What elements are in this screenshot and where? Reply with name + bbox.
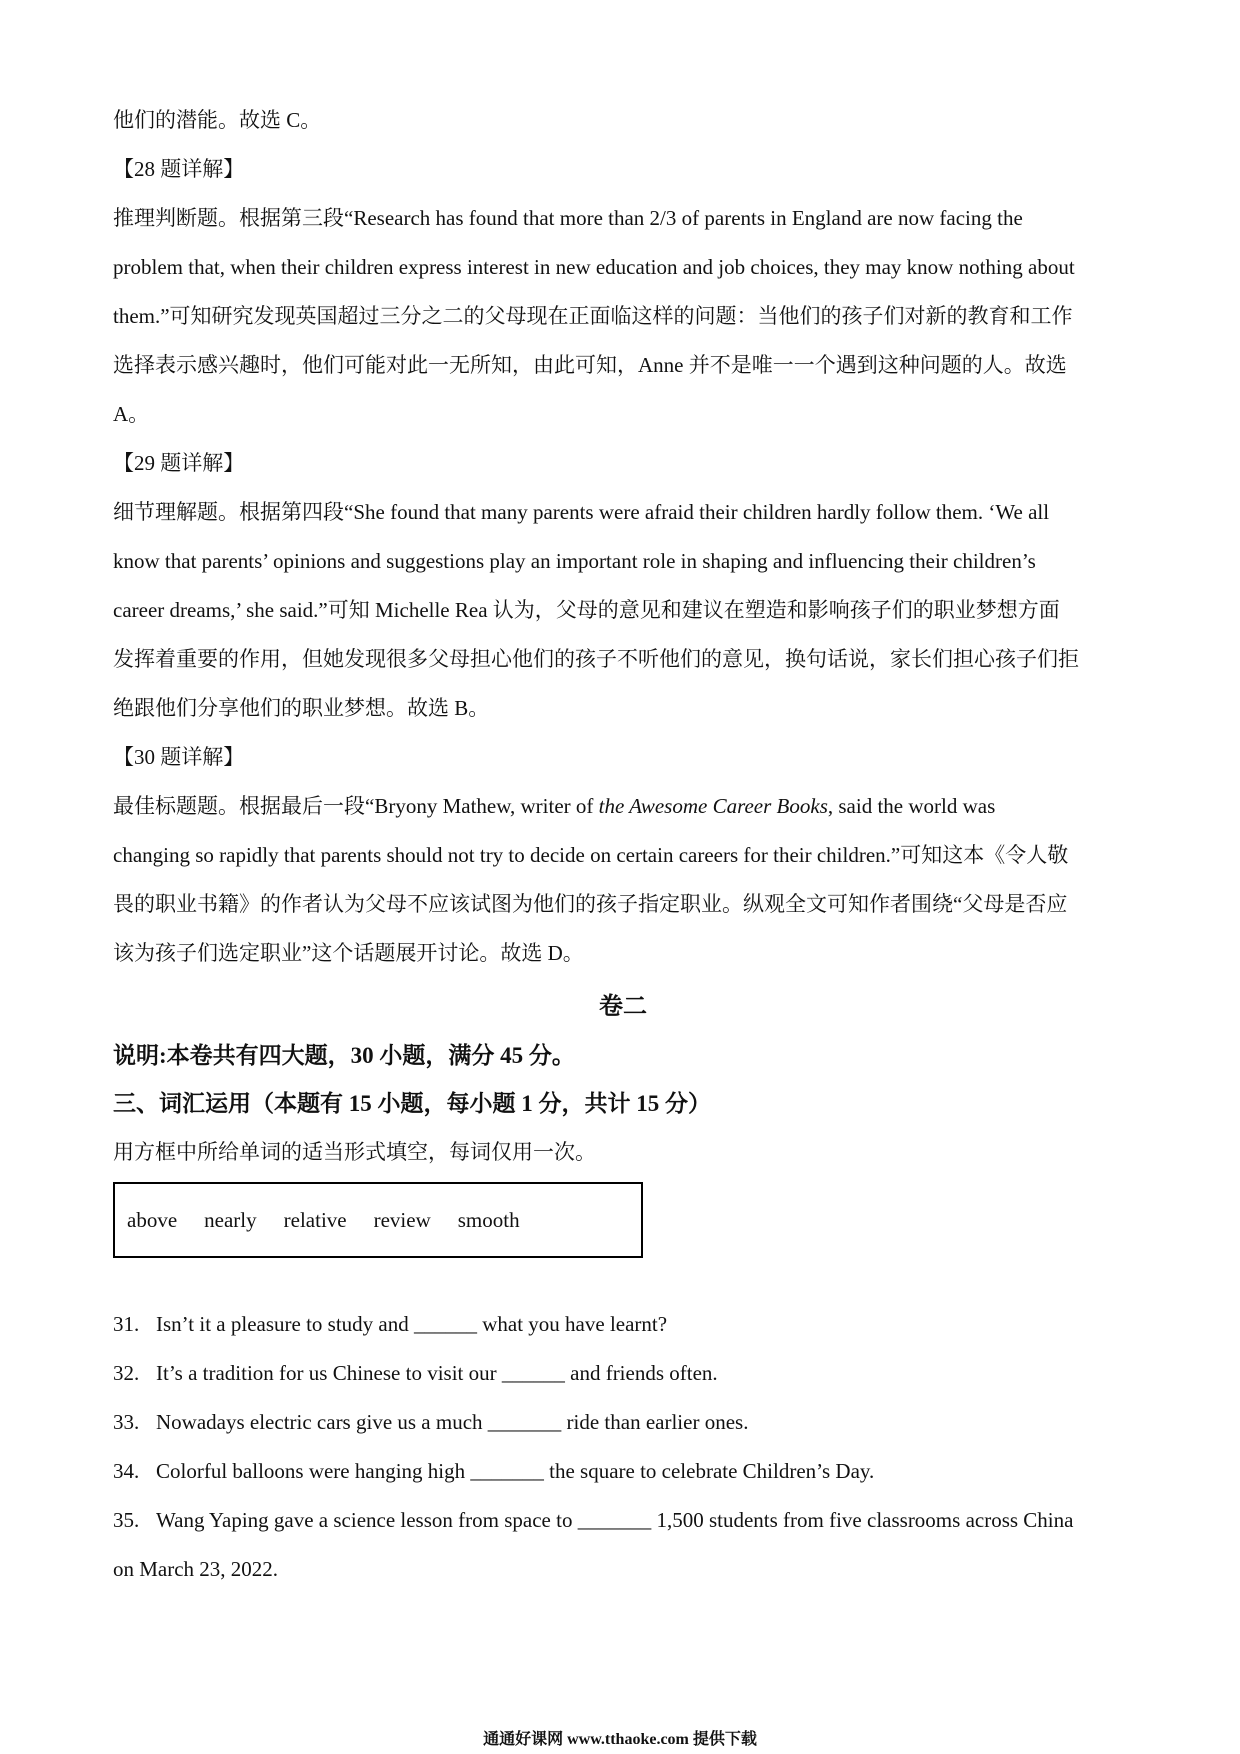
q29-line-5: 绝跟他们分享他们的职业梦想。故选 B。 (113, 696, 490, 720)
question-list (113, 1300, 1133, 1594)
section-note: 说明:本卷共有四大题，30 小题，满分 45 分。 (113, 1043, 575, 1068)
question-number: 35. (113, 1508, 140, 1532)
book-title: the Awesome Career Books (598, 794, 828, 818)
footer-source: 通通好课网 www.tthaoke.com 提供下载 (483, 1731, 757, 1748)
q30-line-1-post: , said the world was (827, 794, 996, 818)
q29-line-4: 发挥着重要的作用，但她发现很多父母担心他们的孩子不听他们的意见，换句话说，家长们担心孩子们拒 (113, 647, 1079, 671)
question-continuation: on March 23, 2022. (113, 1557, 279, 1581)
question-text: Nowadays electric cars give us a much _______ ride than earlier ones. (156, 1410, 749, 1434)
word-box-item: review (373, 1207, 431, 1232)
question-text: Colorful balloons were hanging high _______ the square to celebrate Children’s Day. (156, 1459, 875, 1483)
q29-heading: 【29 题详解】 (113, 451, 245, 475)
word-box-item: above (127, 1207, 178, 1232)
word-box (113, 1182, 643, 1258)
q30-line-1-pre: 最佳标题题。根据最后一段“Bryony Mathew, writer of (113, 794, 599, 818)
q29-line-1: 细节理解题。根据第四段“She found that many parents were afraid their children hardly follow them. ‘We all (113, 500, 1050, 524)
q30-heading: 【30 题详解】 (113, 745, 245, 769)
text-line: 他们的潜能。故选 C。 (113, 108, 322, 132)
question-text: Wang Yaping gave a science lesson from space to _______ 1,500 students from five classrooms across China (156, 1508, 1074, 1532)
question-item (113, 1447, 1133, 1496)
question-number: 31. (113, 1312, 140, 1336)
q28-line-5: A。 (113, 402, 150, 426)
q30-line-4: 该为孩子们选定职业”这个话题展开讨论。故选 D。 (113, 941, 584, 965)
question-item (113, 1349, 1133, 1398)
question-text: It’s a tradition for us Chinese to visit our ______ and friends often. (156, 1361, 718, 1385)
part-title: 三、词汇运用（本题有 15 小题，每小题 1 分，共计 15 分） (113, 1091, 711, 1116)
section-title: 卷二 (599, 994, 647, 1020)
q28-line-2: problem that, when their children express interest in new education and job choices, they may know nothing about (113, 255, 1075, 279)
document-page (113, 96, 1133, 1594)
question-number: 34. (113, 1459, 140, 1483)
q30-line-3: 畏的职业书籍》的作者认为父母不应该试图为他们的孩子指定职业。纵观全文可知作者围绕“父母是否应 (113, 892, 1068, 916)
q30-line-1 (113, 782, 1133, 831)
q29-line-3: career dreams,’ she said.”可知 Michelle Rea 认为，父母的意见和建议在塑造和影响孩子们的职业梦想方面 (113, 598, 1060, 622)
q29-line-2: know that parents’ opinions and suggestions play an important role in shaping and influencing their children’s (113, 549, 1036, 573)
question-item (113, 1300, 1133, 1349)
question-text: Isn’t it a pleasure to study and ______ what you have learnt? (156, 1312, 668, 1336)
q28-line-3: them.”可知研究发现英国超过三分之二的父母现在正面临这样的问题：当他们的孩子们对新的教育和工作 (113, 304, 1073, 328)
word-box-item: smooth (457, 1207, 520, 1232)
instruction: 用方框中所给单词的适当形式填空，每词仅用一次。 (113, 1140, 596, 1164)
question-item (113, 1496, 1133, 1545)
word-box-item: nearly (204, 1207, 257, 1232)
question-number: 33. (113, 1410, 140, 1434)
q28-line-1: 推理判断题。根据第三段“Research has found that more than 2/3 of parents in England are now facing the (113, 206, 1023, 230)
q30-line-2: changing so rapidly that parents should not try to decide on certain careers for their children.”可知这本《令人敬 (113, 843, 1069, 867)
question-number: 32. (113, 1361, 140, 1385)
word-box-item: relative (283, 1207, 347, 1232)
question-item (113, 1398, 1133, 1447)
q28-heading: 【28 题详解】 (113, 157, 245, 181)
q28-line-4: 选择表示感兴趣时，他们可能对此一无所知，由此可知，Anne 并不是唯一一个遇到这种问题的人。故选 (113, 353, 1067, 377)
